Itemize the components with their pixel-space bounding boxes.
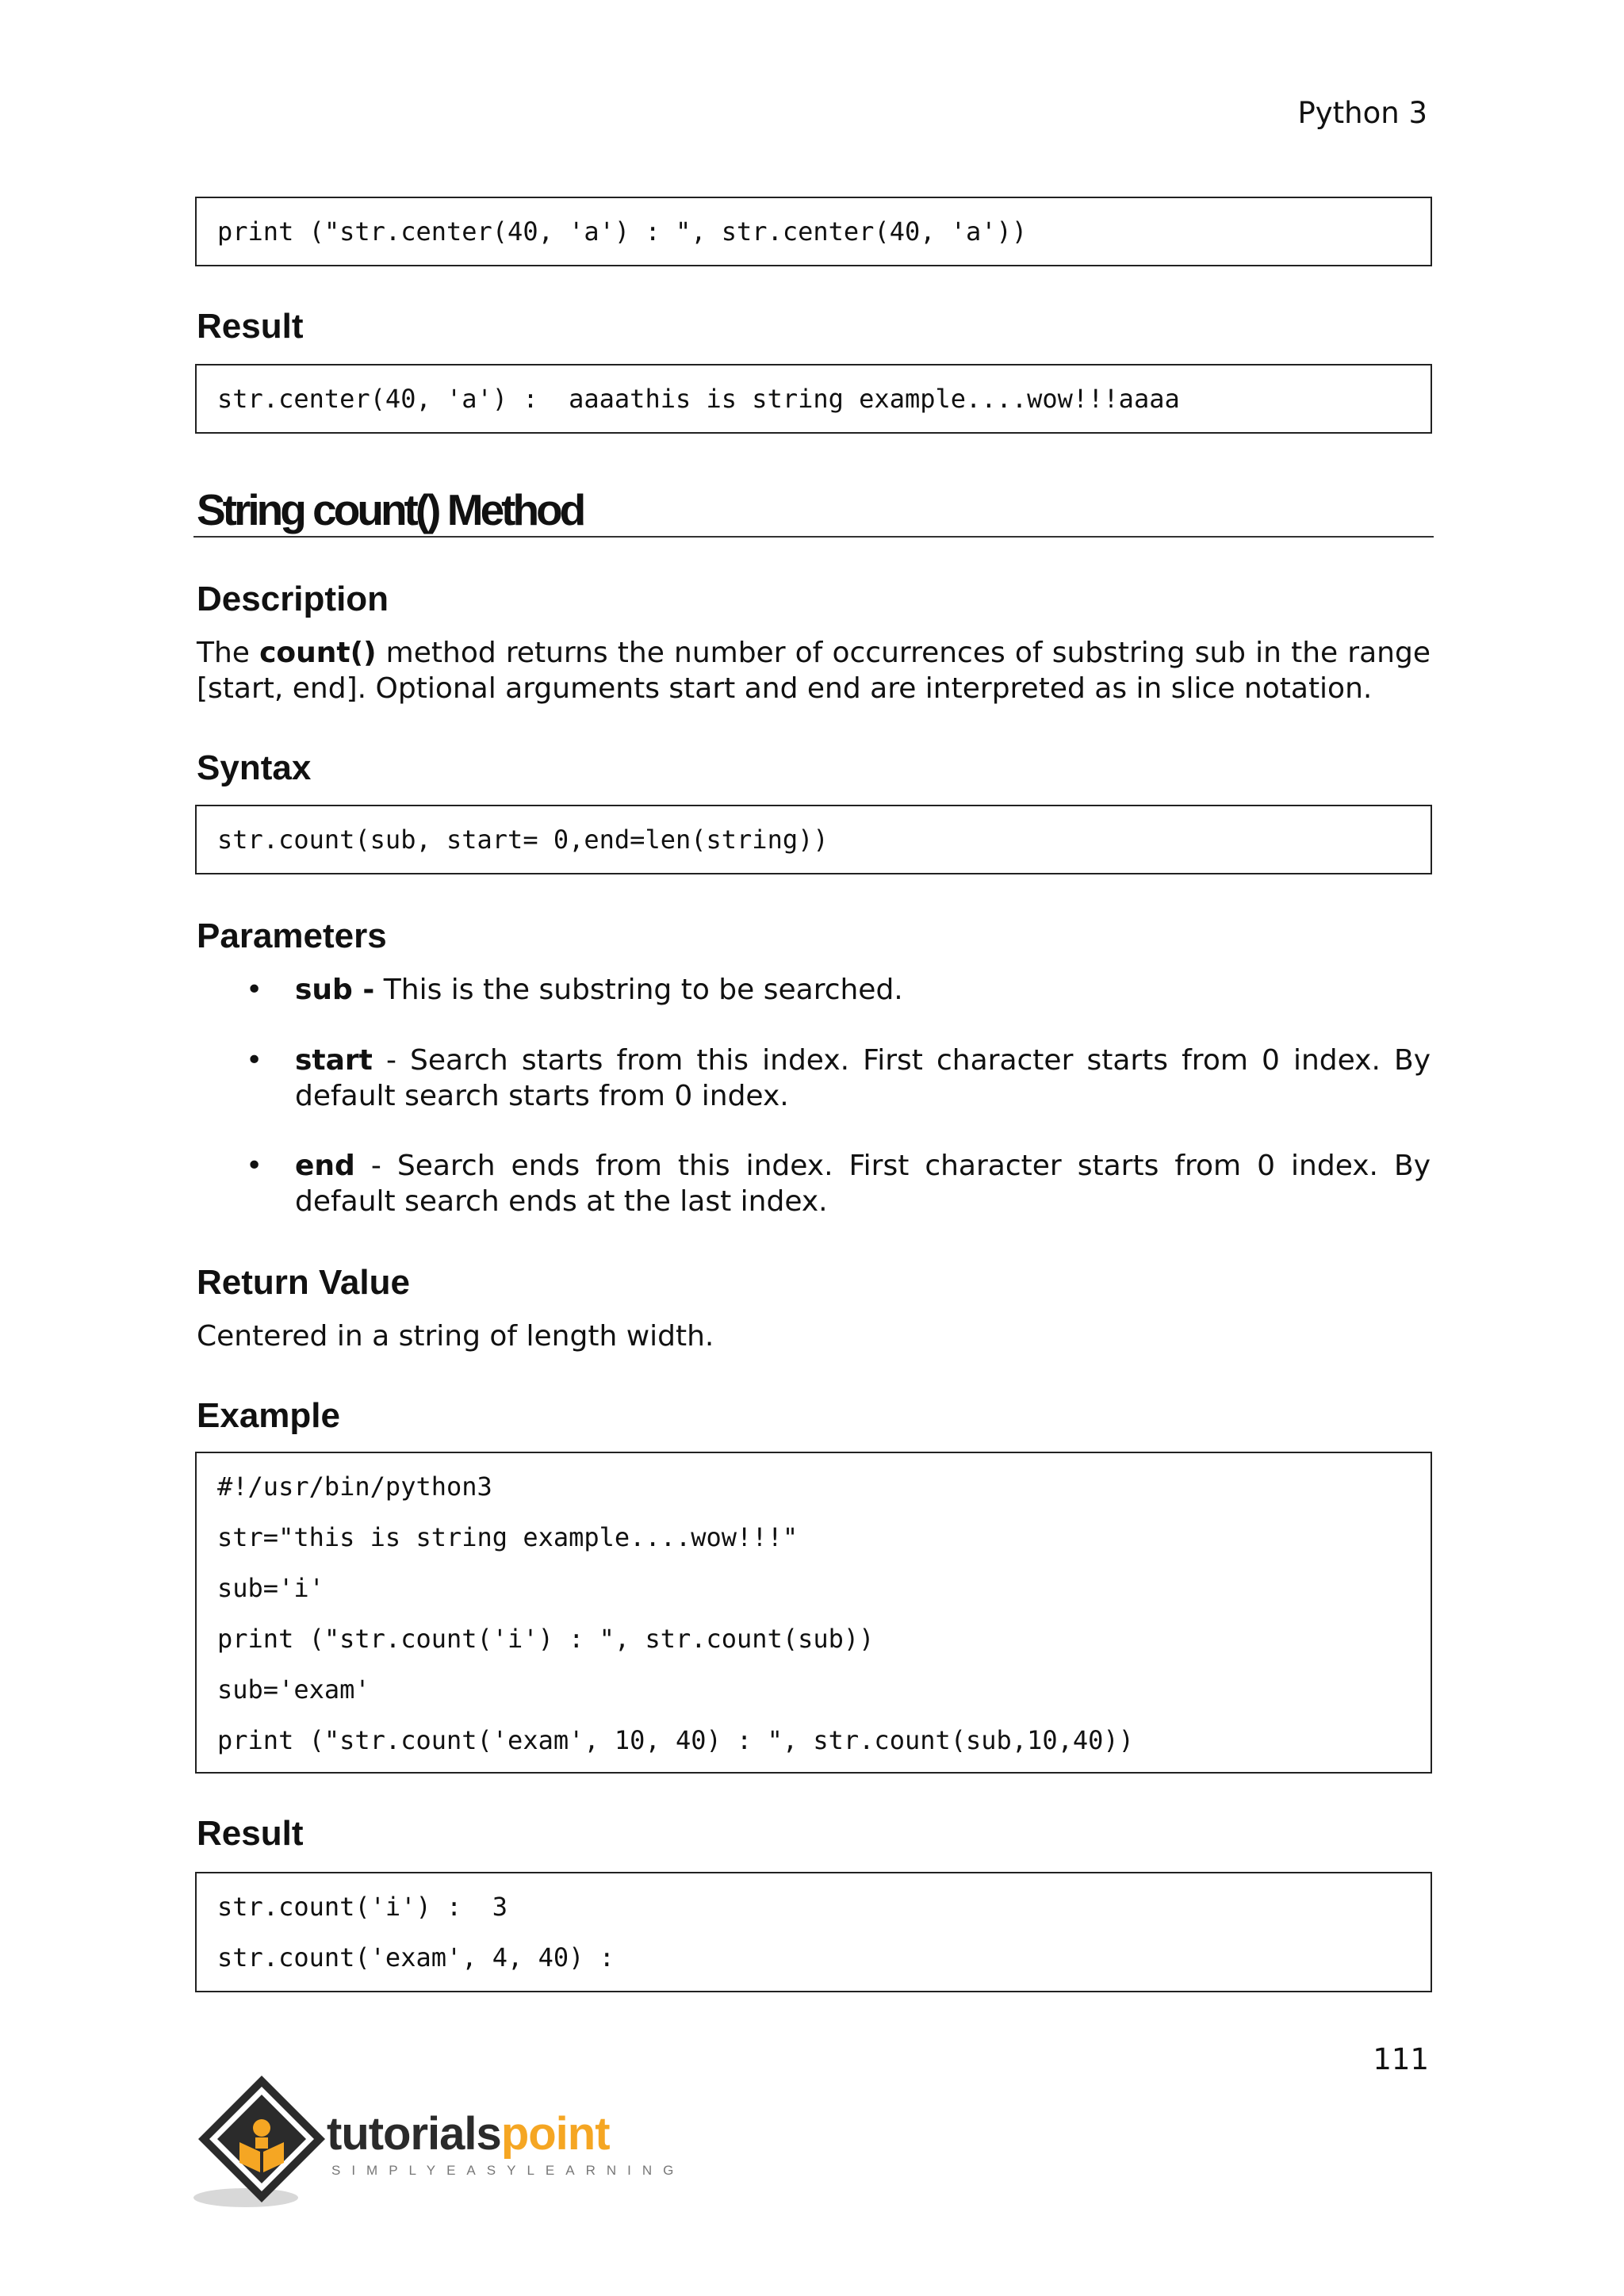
description-heading: Description [197, 580, 389, 618]
code-line: print ("str.center(40, 'a') : ", str.center(40, 'a')) [217, 216, 1028, 247]
syntax-heading: Syntax [197, 748, 312, 787]
code-line: str.count('i') : 3 [217, 1892, 508, 1922]
return-value-text: Centered in a string of length width. [197, 1320, 714, 1353]
parameter-name: end [295, 1150, 355, 1182]
parameter-desc: This is the substring to be searched. [374, 974, 903, 1006]
code-line: sub='exam' [217, 1674, 370, 1705]
bullet-icon: • [246, 1150, 263, 1182]
parameter-item-start [295, 1043, 1431, 1114]
bullet-icon: • [246, 1044, 263, 1077]
result-code-block [195, 364, 1432, 434]
parameter-desc: - Search ends from this index. First character starts from 0 index. By default search ends at the last index. [295, 1150, 1431, 1218]
page-header-title: Python 3 [1297, 96, 1427, 130]
page-number: 111 [1373, 2042, 1429, 2076]
logo-emblem-icon [190, 2069, 333, 2212]
parameter-name: start [295, 1044, 373, 1077]
code-line: str="this is string example....wow!!!" [217, 1522, 799, 1552]
parameters-heading: Parameters [197, 916, 387, 955]
parameter-name: sub - [295, 974, 375, 1006]
return-value-heading: Return Value [197, 1263, 410, 1302]
section-title-rule [193, 536, 1434, 538]
example-code-block [195, 1452, 1432, 1774]
logo-text-tutorials: tutorials [327, 2108, 501, 2160]
section-title: String count() Method [197, 485, 584, 534]
result-code-block [195, 1872, 1432, 1992]
description-prefix: The [197, 637, 260, 669]
result-heading: Result [197, 1814, 304, 1853]
code-line: str.count('exam', 4, 40) : [217, 1942, 615, 1973]
code-line: print ("str.count('exam', 10, 40) : ", str.count(sub,10,40)) [217, 1725, 1134, 1755]
code-line: sub='i' [217, 1573, 324, 1603]
method-name: count() [259, 637, 377, 669]
parameter-desc: - Search starts from this index. First character starts from 0 index. By default search starts from 0 index. [295, 1044, 1431, 1112]
bullet-icon: • [246, 974, 263, 1006]
code-line: #!/usr/bin/python3 [217, 1471, 492, 1502]
logo-tagline: SIMPLYEASYLEARNING [331, 2163, 685, 2178]
code-line: str.center(40, 'a') : aaaathis is string example....wow!!!aaaa [217, 384, 1180, 414]
example-heading: Example [197, 1396, 340, 1435]
parameter-item-end [295, 1148, 1431, 1219]
result-heading: Result [197, 307, 304, 346]
code-line: print ("str.count('i') : ", str.count(sub)) [217, 1624, 875, 1654]
code-line: str.count(sub, start= 0,end=len(string)) [217, 825, 829, 855]
description-suffix: method returns the number of occurrences of substring sub in the range [start, end]. Optional arguments start and end are interpreted as in slice notation. [197, 637, 1431, 705]
description-text [197, 635, 1431, 706]
logo-text-point: point [500, 2108, 610, 2160]
tutorialspoint-logo [190, 2069, 685, 2212]
syntax-code-block [195, 805, 1432, 874]
code-block-top [195, 197, 1432, 266]
parameter-item-sub [295, 972, 1431, 1008]
